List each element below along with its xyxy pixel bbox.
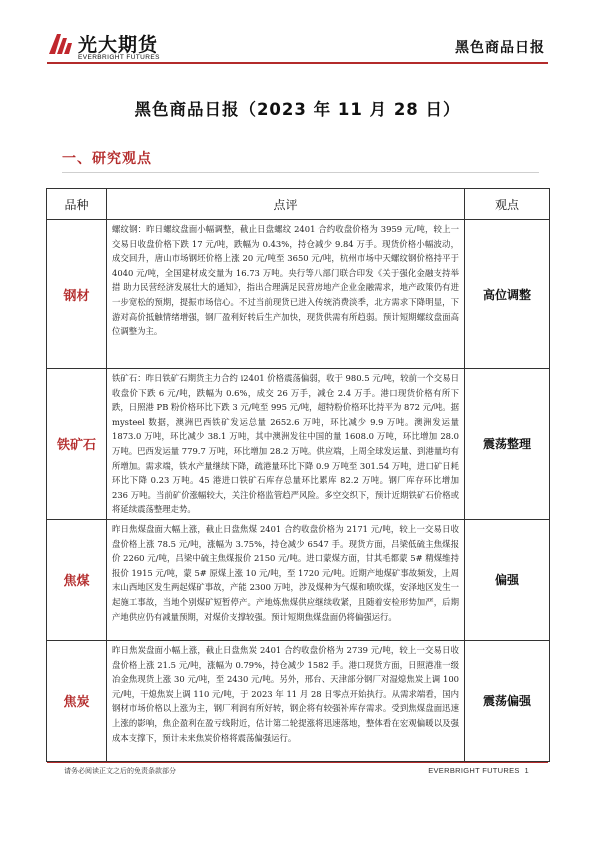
footer-brand-page: [428, 766, 529, 775]
row-comment: 昨日焦炭盘面小幅上涨，截止日盘焦炭 2401 合约收盘价格为 2739 元/吨，较上一交易日收盘价格上涨 21.5 元/吨，涨幅为 0.79%，持仓减少 1582 手。港口现货方面，日照港准一级冶金焦现货上涨 30 元/吨，至 2430 元/吨。另外，邢台、天津部分钢厂对湿熄焦炭上调 100 元/吨，干熄焦炭上调 110 元/吨，于 2023 年 11 月 28 日零点开始执行。从需求端看，国内钢材市场价格以上涨为主，钢厂利润有所好转，钢企将有较强补库存需求。受到焦煤盘面迅速上涨的影响，焦企盈利在盈亏线附近，估计第二轮提涨将迅速落地，整体看在宏观偏暖以及强成本支撑下，预计未来焦炭价格将震荡偏强运行。: [107, 640, 465, 761]
footer-brand: EVERBRIGHT FUTURES: [428, 766, 520, 775]
table-row: [47, 369, 550, 520]
row-view: 震荡整理: [465, 369, 550, 520]
header-comment: 点评: [107, 189, 465, 220]
row-view: 震荡偏强: [465, 640, 550, 761]
row-view: 高位调整: [465, 220, 550, 369]
section-divider: [62, 172, 539, 173]
report-name: 黑色商品日报: [455, 40, 545, 56]
page-number: 1: [524, 766, 529, 775]
logo-en-text: EVERBRIGHT FUTURES: [78, 54, 160, 61]
section-title: 一、研究观点: [62, 151, 152, 167]
row-variety: 焦煤: [47, 519, 107, 640]
header-view: 观点: [465, 189, 550, 220]
row-variety: 铁矿石: [47, 369, 107, 520]
footer-divider: [47, 762, 548, 763]
header-divider: [47, 62, 548, 64]
table-header-row: [47, 189, 550, 220]
table-row: [47, 220, 550, 369]
footer-disclaimer: 请务必阅读正文之后的免责条款部分: [64, 767, 176, 775]
research-table: [46, 188, 550, 762]
document-title: 黑色商品日报（2023 年 11 月 28 日）: [134, 100, 461, 119]
row-comment: 昨日焦煤盘面大幅上涨，截止日盘焦煤 2401 合约收盘价格为 2171 元/吨，较上一交易日收盘价格上涨 78.5 元/吨，涨幅为 3.75%，持仓减少 6547 手。现货方面，吕梁低硫主焦煤报价 2260 元/吨，吕梁中硫主焦煤报价 2150 元/吨。进口蒙煤方面，甘其毛都蒙 5# 精煤维持报价 1915 元/吨，蒙 5# 原煤上涨 10 元/吨，至 1720 元/吨。近期产地煤矿事故频发，上周末山西地区发生两起煤矿事故，产能 2300 万吨，涉及煤种为气煤和喷吹煤，安泽地区发生一起施工事故，当地个别煤矿短暂停产。产地炼焦煤供应继续收紧，且随着安检形势加严，后期产地供应仍有减量预期，对煤价支撑较强。预计短期焦煤盘面仍将偏强运行。: [107, 519, 465, 640]
row-comment: 螺纹钢：昨日螺纹盘面小幅调整，截止日盘螺纹 2401 合约收盘价格为 3959 元/吨，较上一交易日收盘价格下跌 17 元/吨，跌幅为 0.43%，持仓减少 9.84 万手。现货价格小幅波动，成交回升，唐山市场钢坯价格上涨 20 元/吨至 3650 元/吨，杭州市场中天螺纹钢价格持平于 4040 元/吨，全国建材成交量为 16.73 万吨。央行等八部门联合印发《关于强化金融支持举措 助力民营经济发展壮大的通知》，指出合理满足民营房地产企业金融需求，地产政策仍有进一步宽松的预期，提振市场信心。不过当前现货已进入传统消费淡季，北方需求下降明显，下游对高价抵触情绪增强，钢厂盈利好转后生产加快，现货供需有所趋弱。预计短期螺纹盘面高位调整为主。: [107, 220, 465, 369]
logo-cn-text: 光大期货: [78, 34, 159, 56]
table-row: [47, 519, 550, 640]
header-variety: 品种: [47, 189, 107, 220]
row-view: 偏强: [465, 519, 550, 640]
logo-mark-icon: [47, 30, 73, 56]
row-comment: 铁矿石：昨日铁矿石期货主力合约 i2401 价格震荡偏弱，收于 980.5 元/吨，较前一个交易日收盘价下跌 6 元/吨，跌幅为 0.6%，成交 26 万手，减仓 2.4 万手。港口现货价格有所下跌，日照港 PB 粉价格环比下跌 3 元/吨至 995 元/吨，超特粉价格环比持平为 872 元/吨。据 mysteel 数据，澳洲巴西铁矿发运总量 2652.6 万吨，环比减少 9.9 万吨。澳洲发运量 1873.0 万吨，环比减少 38.1 万吨，其中澳洲发往中国的量 1608.0 万吨，环比增加 28.0 万吨。巴西发运量 779.7 万吨，环比增加 28.2 万吨。供应端，上周全球发运量、到港量均有所增加。需求端，铁水产量继续下降，疏港量环比下降 0.9 万吨至 301.54 万吨，进口矿日耗环比下降 0.23 万吨。45 港进口铁矿石库存总量环比累库 82.2 万吨。钢厂库存环比增加 236 万吨。当前矿价涨幅较大，关注价格监管趋严风险。多空交织下，预计近期铁矿石价格或将延续震荡整理走势。: [107, 369, 465, 520]
row-variety: 钢材: [47, 220, 107, 369]
table-row: [47, 640, 550, 761]
row-variety: 焦炭: [47, 640, 107, 761]
